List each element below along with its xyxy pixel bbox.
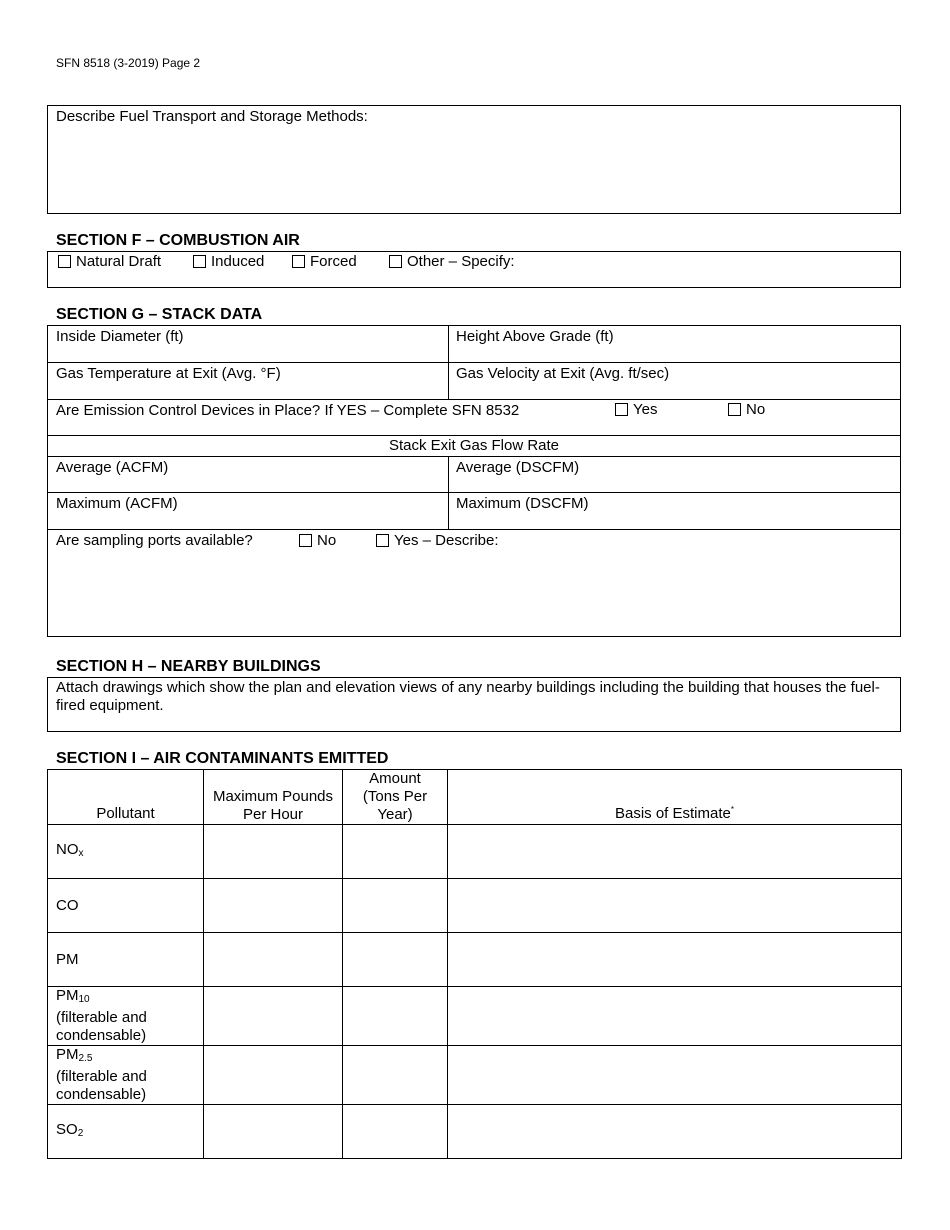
other-checkbox[interactable]	[389, 255, 402, 268]
basis-of-estimate-label: Basis of Estimate	[614, 805, 731, 822]
table-header-row	[48, 770, 902, 825]
pollutant-header: Pollutant	[48, 770, 204, 825]
sampling-no-checkbox[interactable]	[299, 534, 312, 547]
basis-of-estimate-header	[448, 770, 902, 825]
section-f-title: SECTION F – COMBUSTION AIR	[56, 232, 300, 249]
max-pounds-header: Maximum Pounds Per Hour	[204, 770, 343, 825]
inside-diameter-label: Inside Diameter (ft)	[56, 328, 184, 345]
natural-draft-label: Natural Draft	[76, 253, 162, 270]
table-row	[48, 987, 902, 1046]
amount-tons-field-pm25[interactable]	[343, 1046, 448, 1105]
emission-no-checkbox[interactable]	[728, 403, 741, 416]
emission-no-option	[728, 401, 765, 418]
sampling-no-option	[299, 532, 336, 549]
sampling-ports-field[interactable]	[48, 530, 900, 636]
amount-tons-field-pm10[interactable]	[343, 987, 448, 1046]
pollutant-note: (filterable and condensable)	[56, 1068, 147, 1103]
table-row	[48, 879, 902, 933]
combustion-air-box	[47, 251, 901, 288]
section-g-title: SECTION G – STACK DATA	[56, 306, 263, 323]
amount-tons-field-pm[interactable]	[343, 933, 448, 987]
emission-yes-checkbox[interactable]	[615, 403, 628, 416]
other-specify-label: Other – Specify:	[407, 253, 515, 270]
maximum-acfm-field[interactable]	[48, 493, 448, 529]
max-pounds-field-so2[interactable]	[204, 1105, 343, 1159]
nearby-buildings-box	[47, 677, 901, 732]
induced-checkbox[interactable]	[193, 255, 206, 268]
average-acfm-label: Average (ACFM)	[56, 459, 169, 476]
other-option	[389, 253, 515, 270]
basis-of-estimate-field-nox[interactable]	[448, 825, 902, 879]
sampling-no-label: No	[317, 532, 337, 549]
sampling-yes-describe-label: Yes – Describe:	[394, 532, 499, 549]
basis-of-estimate-field-so2[interactable]	[448, 1105, 902, 1159]
average-acfm-field[interactable]	[48, 457, 448, 492]
table-row	[48, 1105, 902, 1159]
max-pounds-field-pm10[interactable]	[204, 987, 343, 1046]
amount-tons-field-so2[interactable]	[343, 1105, 448, 1159]
pollutant-name-pm25	[48, 1046, 204, 1105]
flow-rate-average-row	[48, 456, 900, 492]
amount-tons-field-co[interactable]	[343, 879, 448, 933]
max-pounds-field-pm25[interactable]	[204, 1046, 343, 1105]
table-row	[48, 1046, 902, 1105]
inside-diameter-field[interactable]	[48, 326, 448, 362]
fuel-transport-field[interactable]	[47, 105, 901, 214]
sampling-yes-option	[376, 532, 499, 549]
stack-row-dimensions	[48, 326, 900, 362]
gas-temperature-field[interactable]	[48, 363, 448, 399]
induced-label: Induced	[211, 253, 265, 270]
height-above-grade-label: Height Above Grade (ft)	[456, 328, 614, 345]
emission-yes-label: Yes	[633, 401, 658, 418]
gas-velocity-field[interactable]	[448, 363, 900, 399]
emission-yes-option	[615, 401, 657, 418]
forced-label: Forced	[310, 253, 357, 270]
form-id: SFN 8518 (3-2019) Page 2	[56, 56, 201, 70]
induced-option	[193, 253, 264, 270]
pollutant-subscript: 2.5	[78, 1053, 93, 1064]
sampling-ports-row	[48, 529, 900, 636]
pollutant-subscript: 2	[77, 1127, 84, 1139]
forced-checkbox[interactable]	[292, 255, 305, 268]
maximum-acfm-label: Maximum (ACFM)	[56, 495, 178, 512]
emission-control-question: Are Emission Control Devices in Place? If YES – Complete SFN 8532	[56, 402, 520, 419]
basis-of-estimate-field-co[interactable]	[448, 879, 902, 933]
pollutant-base: PM	[56, 1046, 79, 1063]
max-pounds-field-nox[interactable]	[204, 825, 343, 879]
sampling-yes-checkbox[interactable]	[376, 534, 389, 547]
pollutant-base: NO	[56, 840, 79, 858]
average-dscfm-field[interactable]	[448, 457, 900, 492]
emission-no-label: No	[746, 401, 766, 418]
sampling-ports-question: Are sampling ports available?	[56, 532, 253, 549]
footnote-mark: *	[730, 805, 734, 814]
pollutant-base: PM	[56, 950, 79, 968]
table-row	[48, 825, 902, 879]
pollutant-name-co	[48, 879, 204, 933]
nearby-buildings-instructions: Attach drawings which show the plan and elevation views of any nearby buildings including the building that houses the fuel-fired equipment.	[56, 679, 880, 714]
gas-temperature-label: Gas Temperature at Exit (Avg. °F)	[56, 365, 281, 382]
pollutant-name-pm10	[48, 987, 204, 1046]
flow-rate-maximum-row	[48, 492, 900, 529]
flow-rate-header-row	[48, 435, 900, 456]
pollutant-subscript: 10	[78, 994, 90, 1005]
pollutant-note: (filterable and condensable)	[56, 1009, 147, 1044]
flow-rate-header: Stack Exit Gas Flow Rate	[388, 437, 560, 454]
stack-row-gas	[48, 362, 900, 399]
section-h-title: SECTION H – NEARBY BUILDINGS	[56, 658, 321, 675]
amount-tons-header: Amount (Tons Per Year)	[343, 770, 448, 825]
pollutant-base: SO	[56, 1120, 78, 1138]
height-above-grade-field[interactable]	[448, 326, 900, 362]
basis-of-estimate-field-pm[interactable]	[448, 933, 902, 987]
natural-draft-option	[58, 253, 161, 270]
basis-of-estimate-field-pm10[interactable]	[448, 987, 902, 1046]
pollutant-base: PM	[56, 987, 79, 1004]
pollutant-name-so2	[48, 1105, 204, 1159]
forced-option	[292, 253, 357, 270]
pollutant-base: CO	[56, 896, 79, 914]
amount-tons-field-nox[interactable]	[343, 825, 448, 879]
gas-velocity-label: Gas Velocity at Exit (Avg. ft/sec)	[456, 365, 670, 382]
max-pounds-field-pm[interactable]	[204, 933, 343, 987]
pollutant-name-nox	[48, 825, 204, 879]
maximum-dscfm-field[interactable]	[448, 493, 900, 529]
natural-draft-checkbox[interactable]	[58, 255, 71, 268]
section-i-title: SECTION I – AIR CONTAMINANTS EMITTED	[56, 750, 389, 767]
stack-data-box	[47, 325, 901, 637]
stack-row-emission	[48, 399, 900, 435]
emission-control-cell	[48, 400, 900, 435]
max-pounds-field-co[interactable]	[204, 879, 343, 933]
average-dscfm-label: Average (DSCFM)	[456, 459, 580, 476]
pollutant-name-pm	[48, 933, 204, 987]
air-contaminants-table	[47, 769, 902, 1159]
table-row	[48, 933, 902, 987]
basis-of-estimate-field-pm25[interactable]	[448, 1046, 902, 1105]
pollutant-subscript: x	[78, 847, 84, 859]
maximum-dscfm-label: Maximum (DSCFM)	[456, 495, 589, 512]
fuel-transport-label: Describe Fuel Transport and Storage Methods:	[56, 108, 368, 125]
